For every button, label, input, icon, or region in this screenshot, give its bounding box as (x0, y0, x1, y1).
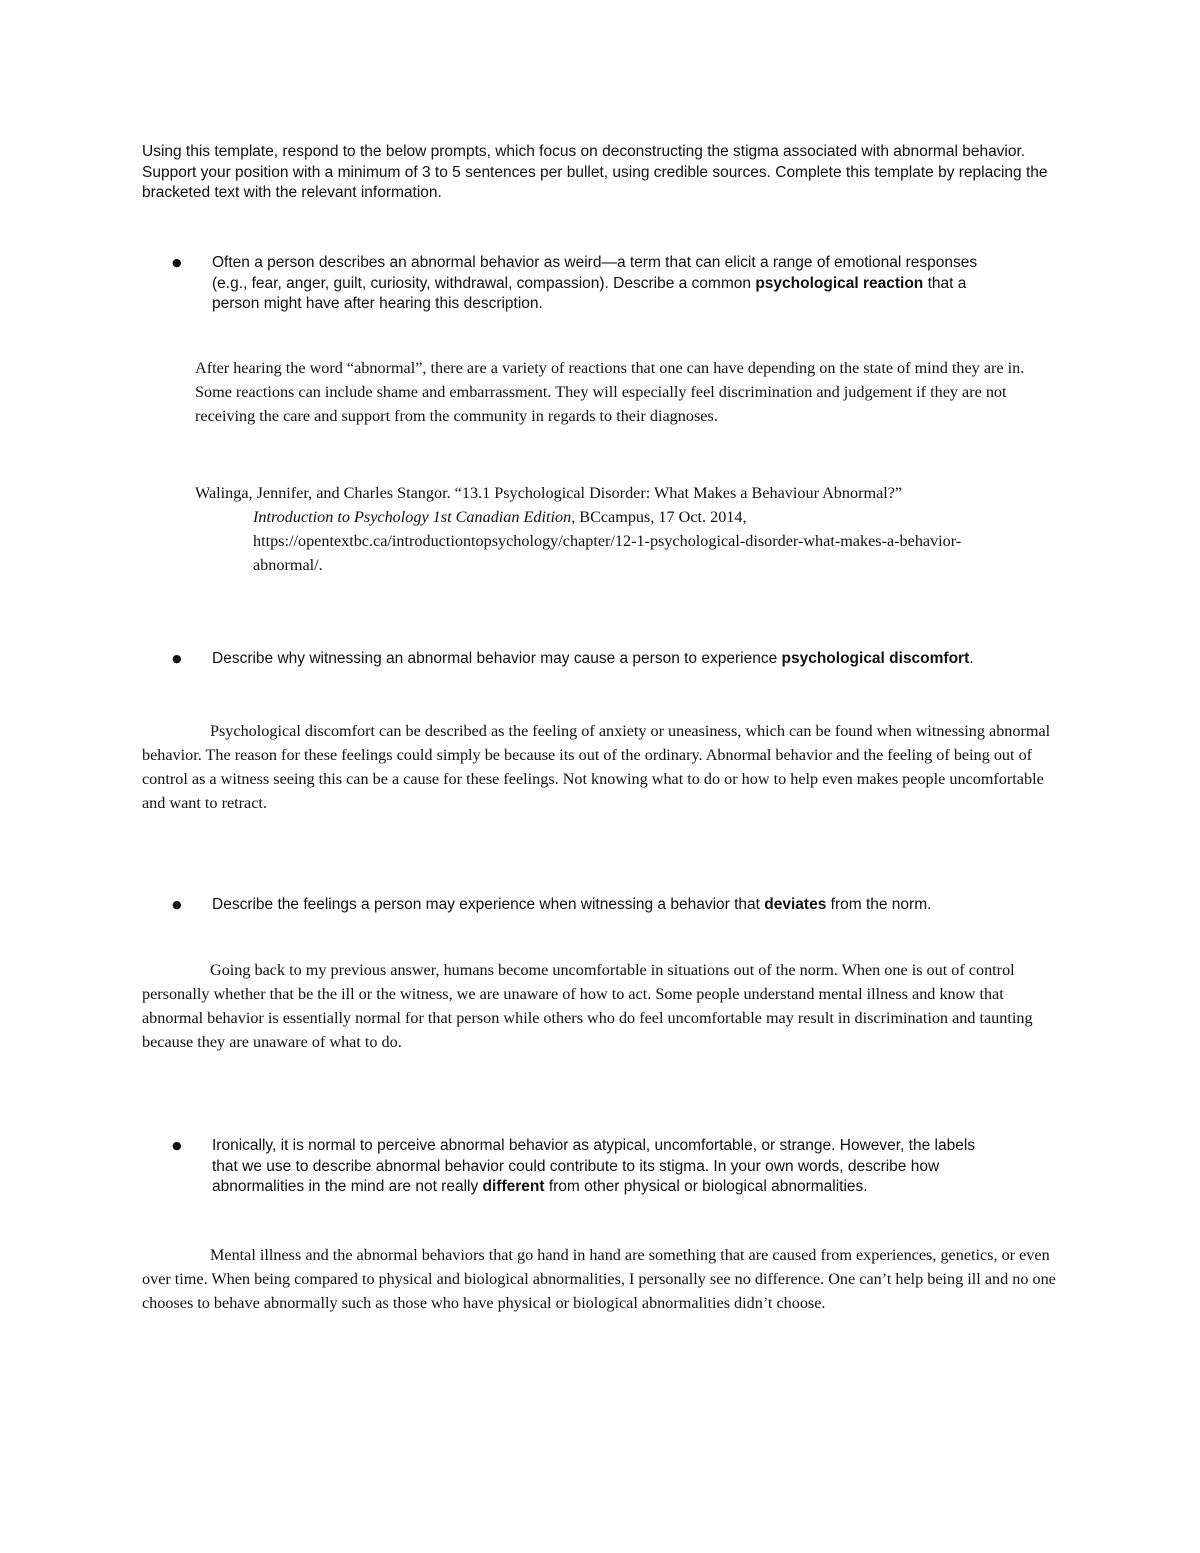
citation-title: Introduction to Psychology 1st Canadian Edition (253, 508, 572, 526)
prompt-bullet-2 (172, 649, 1052, 671)
answer-1: After hearing the word “abnormal”, there are a variety of reactions that one can have depending on the state of mind they are in. Some reactions can include shame and embarrassment. They will especially feel discrimination and judgement if they are not receiving the care and support from the community in regards to their diagnoses. (195, 359, 1025, 425)
prompt-4-line-1: Ironically, it is normal to perceive abnormal behavior as atypical, uncomfortable, or strange. However, the labels (212, 1137, 976, 1154)
prompt-3-bold: deviates (764, 896, 827, 913)
prompt-4-line-2: that we use to describe abnormal behavior could contribute to its stigma. In your own words, describe how (212, 1157, 940, 1175)
answer-4: Mental illness and the abnormal behaviors that go hand in hand are something that are caused from experiences, genetics, or even over time. When being compared to physical and biological abnormalities, I personally see no difference. One can’t help being ill and no one chooses to behave abnormally such as those who have physical or biological abnormalities didn’t choose. (142, 1246, 1056, 1312)
answer-2: Psychological discomfort can be described as the feeling of anxiety or uneasiness, which can be found when witnessing abnormal behavior. The reason for these feelings could simply be because its out of the ordinary. Abnormal behavior and the feeling of being out of control as a witness seeing this can be a cause for these feelings. Not knowing what to do or how to help even makes people uncomfortable and want to retract. (142, 722, 1051, 812)
prompt-3-text: Describe the feelings a person may experience when witnessing a behavior that deviates from the norm. (212, 896, 932, 913)
answer-3: Going back to my previous answer, humans become uncomfortable in situations out of the norm. When one is out of control personally whether that be the ill or the witness, we are unaware of how to act. Some people understand mental illness and know that abnormal behavior is essentially normal for that person while others who do feel uncomfortable may result in discrimination and taunting because they are unaware of what to do. (142, 961, 1033, 1051)
bullet-marker: ● (172, 652, 182, 665)
bullet-marker: ● (172, 256, 182, 269)
prompt-bullet-1 (172, 253, 1052, 315)
prompt-1-bold: psychological reaction (755, 274, 924, 292)
prompt-bullet-3 (172, 895, 1052, 917)
prompt-4-bold: different (482, 1178, 545, 1195)
prompt-1-line-3: person might have after hearing this description. (212, 295, 543, 312)
bullet-marker: ● (172, 1139, 182, 1152)
prompt-1-line-2: (e.g., fear, anger, guilt, curiosity, withdrawal, compassion). Describe a common psychological reaction that a (212, 274, 967, 292)
prompt-1-line-1: Often a person describes an abnormal behavior as weird—a term that can elicit a range of emotional responses (212, 254, 978, 271)
citation-url: https://opentextbc.ca/introductiontopsychology/chapter/12-1-psychological-disorder-what-makes-a-behavior- (253, 532, 962, 550)
intro-paragraph: Using this template, respond to the below prompts, which focus on deconstructing the stigma associated with abnormal behavior. Support your position with a minimum of 3 to 5 sentences per bullet, using credible sources. Complete this template by replacing the bracketed text with the relevant information. (142, 143, 1048, 201)
prompt-4-line-3: abnormalities in the mind are not really different from other physical or biological abnormalities. (212, 1178, 868, 1195)
citation (195, 481, 1065, 577)
citation-line-2: Introduction to Psychology 1st Canadian Edition, BCcampus, 17 Oct. 2014, (253, 508, 747, 526)
prompt-2-text: Describe why witnessing an abnormal behavior may cause a person to experience psychological discomfort. (212, 650, 974, 667)
bullet-marker: ● (172, 898, 182, 911)
citation-url-end: abnormal/. (253, 556, 323, 574)
citation-line-1: Walinga, Jennifer, and Charles Stangor. “13.1 Psychological Disorder: What Makes a Behaviour Abnormal?” (195, 484, 903, 502)
prompt-bullet-4 (172, 1136, 1052, 1198)
prompt-2-bold: psychological discomfort (781, 650, 970, 667)
